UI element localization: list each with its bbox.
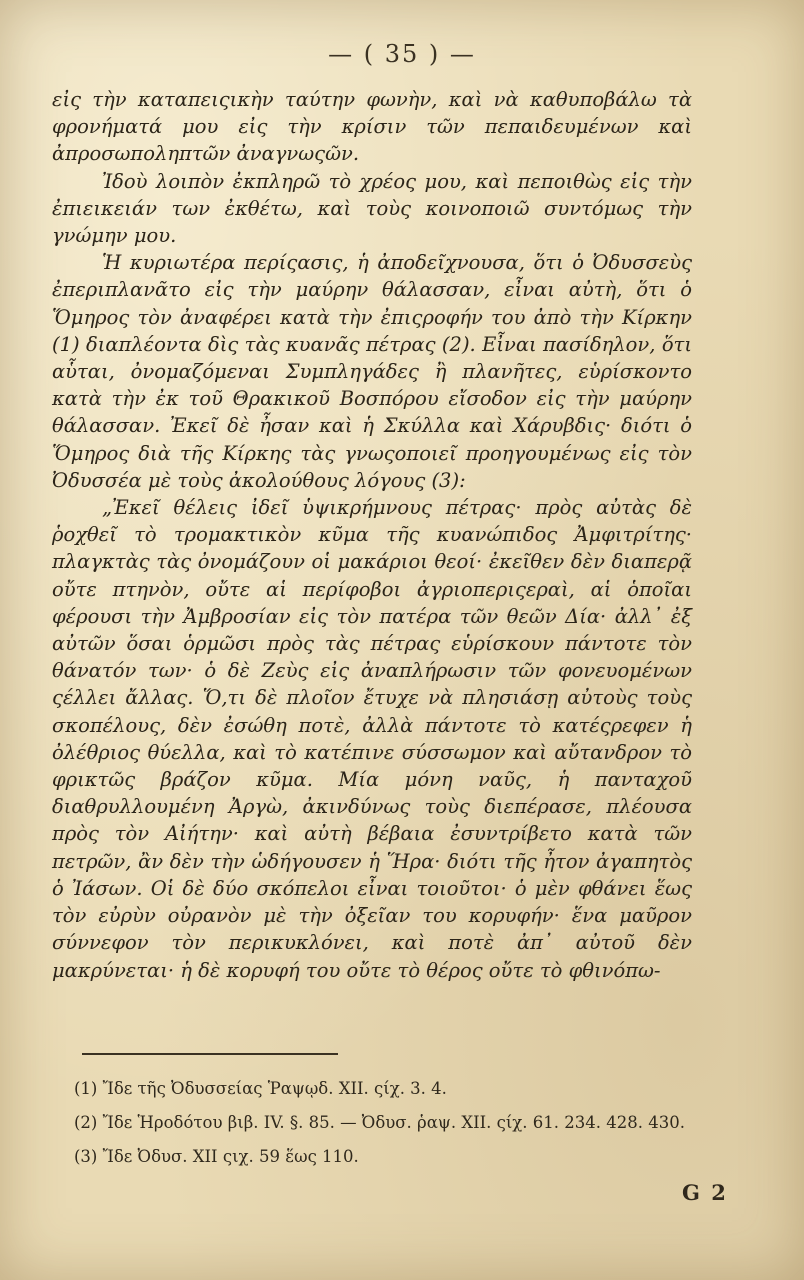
- main-text: [52, 86, 692, 984]
- footnotes: [52, 1072, 692, 1174]
- paragraph-1: εἰς τὴν καταπειςικὴν ταύτην φωνὴν, καὶ νὰ καθυποβάλω τὰ φρονήματά μου εἰς τὴν κρίσιν τῶν πεπαιδευμένων καὶ ἀπροσωποληπτῶν ἀναγνωςῶν.: [52, 88, 692, 166]
- paragraph-2: Ἰδοὺ λοιπὸν ἐκπληρῶ τὸ χρέος μου, καὶ πεποιθὼς εἰς τὴν ἐπιεικειάν των ἐκθέτω, καὶ τοὺς κοινοποιῶ συντόμως τὴν γνώμην μου.: [52, 169, 692, 248]
- footnote-3: (3) Ἴδε Ὀδυσ. XII ςιχ. 59 ἕως 110.: [74, 1147, 359, 1166]
- footnote-divider: [82, 1053, 338, 1055]
- signature-mark: G 2: [682, 1180, 728, 1205]
- footnote-2: (2) Ἴδε Ἡροδότου βιβ. IV. §. 85. — Ὀδυσ. ῥαψ. XII. ςίχ. 61. 234. 428. 430.: [74, 1113, 685, 1132]
- page-number-header: — ( 35 ) —: [328, 40, 476, 68]
- footnote-1: (1) Ἴδε τῆς Ὀδυσσείας Ῥαψῳδ. XII. ςίχ. 3. 4.: [74, 1079, 447, 1098]
- paragraph-4-quotation: „Ἐκεῖ θέλεις ἰδεῖ ὑψικρήμνους πέτρας· πρὸς αὐτὰς δὲ ῥοχθεῖ τὸ τρομακτικὸν κῦμα τῆς κυανώπιδος Ἀμφιτρίτης· πλαγκτὰς τὰς ὀνομάζουν οἱ μακάριοι θεοί· ἐκεῖθεν δὲν διαπερᾷ οὔτε πτηνὸν, οὔτε αἱ περίφοβοι ἀγριοπεριςεραὶ, αἱ ὁποῖαι φέρουσι τὴν Ἀμβροσίαν εἰς τὸν πατέρα τῶν θεῶν Δία· ἀλλ᾽ ἐξ αὐτῶν ὅσαι ὁρμῶσι πρὸς τὰς πέτρας εὑρίσκουν πάντοτε τὸν θάνατόν των· ὁ δὲ Ζεὺς εἰς ἀναπλήρωσιν τῶν φονευομένων ςέλλει ἄλλας. Ὅ,τι δὲ πλοῖον ἔτυχε νὰ πλησιάσῃ αὐτοὺς τοὺς σκοπέλους, δὲν ἐσώθη ποτὲ, ἀλλὰ πάντοτε τὸ κατέςρεφεν ἡ ὀλέθριος θύελλα, καὶ τὸ κατέπινε σύσσωμον καὶ αὔτανδρον τὸ φρικτῶς βράζον κῦμα. Μία μόνη ναῦς, ἡ πανταχοῦ διαθρυλλουμένη Ἀργὼ, ἀκινδύνως τοὺς διεπέρασε, πλέουσα πρὸς τὸν Αἰήτην· καὶ αὐτὴ βέβαια ἐσυντρίβετο κατὰ τῶν πετρῶν, ἂν δὲν τὴν ὡδήγουσεν ἡ Ἥρα· διότι τῆς ἦτον ἀγαπητὸς ὁ Ἰάσων. Οἱ δὲ δύο σκόπελοι εἶναι τοιοῦτοι· ὁ μὲν φθάνει ἕως τὸν εὐρὺν οὐρανὸν μὲ τὴν ὀξεῖαν του κορυφήν· ἕνα μαῦρον σύννεφον τὸν περικυκλόνει, καὶ ποτὲ ἀπ᾽ αὐτοῦ δὲν μακρύνεται· ἡ δὲ κορυφή του οὔτε τὸ θέρος οὔτε τὸ φθινόπω-: [52, 496, 692, 982]
- paragraph-3: Ἡ κυριωτέρα περίςασις, ἡ ἀποδεῖχνουσα, ὅτι ὁ Ὀδυσσεὺς ἐπεριπλανᾶτο εἰς τὴν μαύρην θάλασσαν, εἶναι αὐτὴ, ὅτι ὁ Ὅμηρος τὸν ἀναφέρει κατὰ τὴν ἐπιςροφήν του ἀπὸ τὴν Κίρκην (1) διαπλέοντα δὶς τὰς κυανᾶς πέτρας (2). Εἶναι πασίδηλον, ὅτι αὗται, ὀνομαζόμεναι Συμπληγάδες ἢ πλανῆτες, εὑρίσκοντο κατὰ τὴν ἐκ τοῦ Θρακικοῦ Βοσπόρου εἴσοδον εἰς τὴν μαύρην θάλασσαν. Ἐκεῖ δὲ ἦσαν καὶ ἡ Σκύλλα καὶ Χάρυβδις· διότι ὁ Ὅμηρος διὰ τῆς Κίρκης τὰς γνωςοποιεῖ προηγουμένως εἰς τὸν Ὀδυσσέα μὲ τοὺς ἀκολούθους λόγους (3):: [52, 251, 692, 492]
